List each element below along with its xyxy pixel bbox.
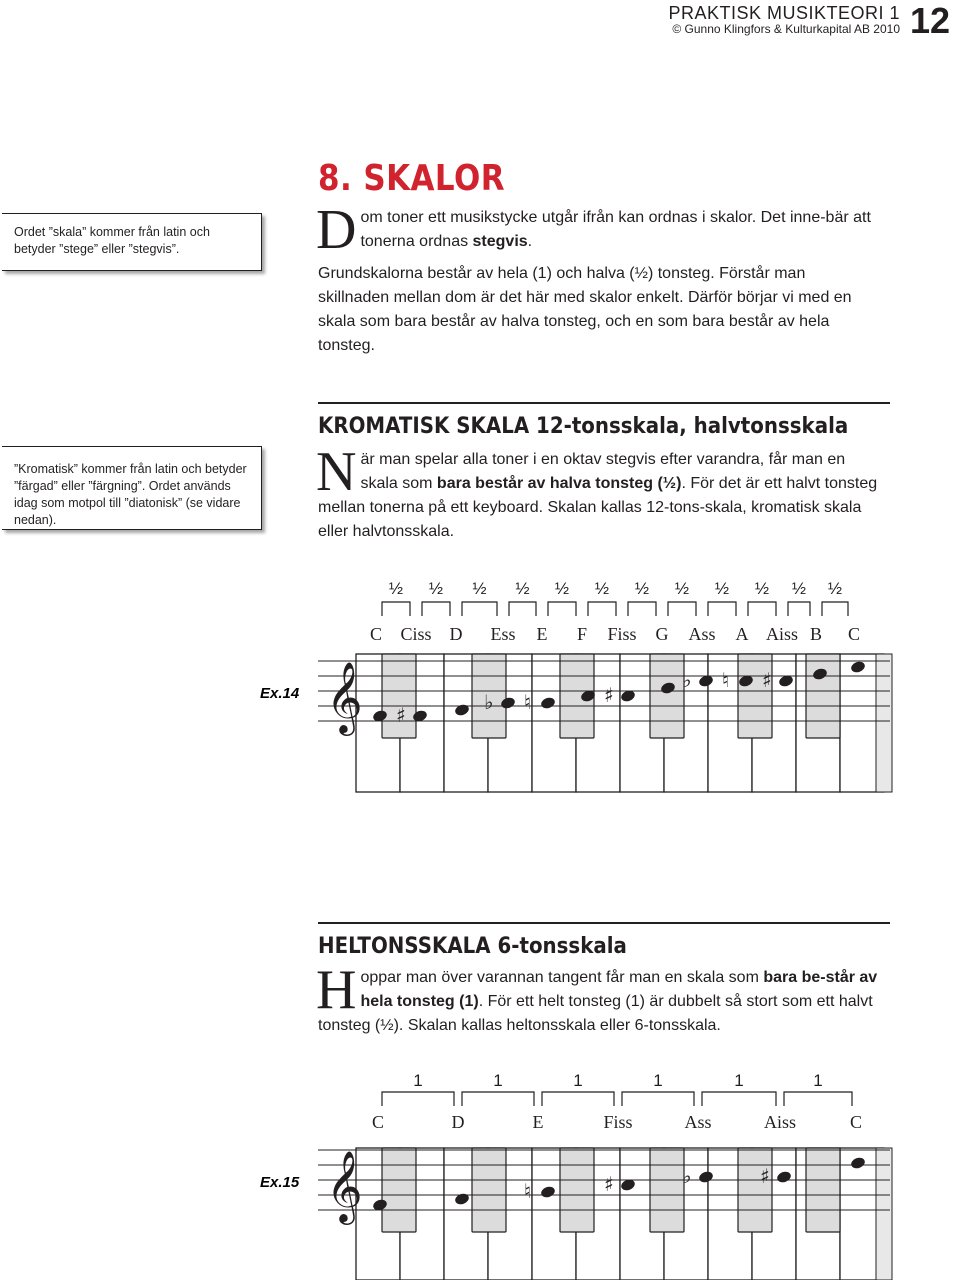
paragraph-text: oppar man över varannan tangent får man en skala som bbox=[360, 969, 764, 986]
accidental-icon: ♯ bbox=[762, 668, 772, 692]
note-name-label: Aiss bbox=[765, 624, 799, 644]
note-name-label: Ass bbox=[688, 624, 716, 644]
black-key bbox=[738, 1148, 772, 1232]
black-key bbox=[806, 654, 840, 738]
heading-text: HELTONSSKALA bbox=[318, 934, 491, 959]
step-bracket bbox=[748, 602, 776, 616]
black-key bbox=[382, 1148, 416, 1232]
step-bracket bbox=[822, 602, 848, 616]
heading-subtitle: 6-tonsskala bbox=[497, 934, 627, 959]
step-bracket bbox=[542, 1092, 614, 1106]
step-bracket bbox=[622, 1092, 694, 1106]
step-label: ½ bbox=[388, 579, 404, 598]
note-name-label: E bbox=[532, 1112, 544, 1132]
paragraph-end: . För det är ett halvt tonsteg mellan tonerna på ett keyboard. Skalan kallas 12-tons-skala, kromatisk skala eller halvtonsskala. bbox=[318, 475, 878, 540]
drop-cap: N bbox=[316, 441, 357, 503]
step-bracket bbox=[382, 602, 410, 616]
heading-subtitle: 12-tonsskala, halvtonsskala bbox=[536, 414, 849, 439]
example-label: Ex.15 bbox=[260, 1174, 300, 1191]
step-brackets bbox=[382, 579, 848, 616]
note-name-label: Ess bbox=[490, 624, 516, 644]
accidental-icon: ♭ bbox=[484, 690, 494, 714]
accidental-icon: ♭ bbox=[682, 1164, 692, 1188]
step-bracket bbox=[788, 602, 810, 616]
step-label: 1 bbox=[734, 1071, 744, 1090]
note-name-label: F bbox=[576, 624, 588, 644]
chromatic-paragraph bbox=[316, 441, 878, 544]
step-label: 1 bbox=[493, 1071, 503, 1090]
sidebar-note-text: ”Kromatisk” kommer från latin och betyder ”färgad” eller ”färgning”. Ordet används idag som motpol till ”diatonisk” (se vidare nedan). bbox=[14, 462, 247, 527]
step-label: ½ bbox=[827, 579, 843, 598]
treble-clef-icon: 𝄞 bbox=[326, 660, 363, 733]
black-key bbox=[650, 1148, 684, 1232]
note-name-label: C bbox=[369, 624, 383, 644]
note-name-label: Ass bbox=[684, 1112, 712, 1132]
sidebar-note-chromatic bbox=[2, 446, 262, 530]
sidebar-note-text: Ordet ”skala” kommer från latin och betyder ”stege” eller ”stegvis”. bbox=[14, 225, 210, 256]
note-name-label: Fiss bbox=[603, 1112, 633, 1132]
keyboard bbox=[356, 1148, 892, 1280]
step-bracket bbox=[708, 602, 736, 616]
step-label: ½ bbox=[674, 579, 690, 598]
black-key bbox=[650, 654, 684, 738]
step-bracket bbox=[784, 1092, 852, 1106]
treble-clef-icon: 𝄞 bbox=[326, 1149, 363, 1222]
note-names bbox=[370, 624, 860, 644]
step-bracket bbox=[588, 602, 616, 616]
intro-end: . bbox=[527, 233, 533, 250]
note-name-label: E bbox=[536, 624, 548, 644]
section-rule bbox=[318, 402, 890, 404]
step-bracket bbox=[548, 602, 576, 616]
accidental-icon: ♮ bbox=[524, 690, 532, 714]
step-label: ½ bbox=[754, 579, 770, 598]
section-rule bbox=[318, 922, 890, 924]
accidental-icon: ♮ bbox=[524, 1179, 532, 1203]
step-label: ½ bbox=[428, 579, 444, 598]
step-bracket bbox=[509, 602, 536, 616]
note-name-label: C bbox=[371, 1112, 385, 1132]
step-bracket bbox=[462, 602, 497, 616]
keyboard-edge bbox=[876, 1148, 892, 1280]
copyright-line: © Gunno Klingfors & Kulturkapital AB 2010 bbox=[672, 22, 900, 36]
step-label: ½ bbox=[554, 579, 570, 598]
whole-tone-scale-figure bbox=[0, 1060, 960, 1280]
note-name-label: D bbox=[449, 624, 463, 644]
note-name-label: Ciss bbox=[400, 624, 432, 644]
chromatic-scale-figure bbox=[0, 560, 960, 810]
sidebar-note-scale bbox=[2, 213, 262, 271]
accidental-icon: ♯ bbox=[760, 1164, 770, 1188]
note-name-label: C bbox=[847, 624, 861, 644]
step-label: ½ bbox=[791, 579, 807, 598]
note-name-label: D bbox=[451, 1112, 465, 1132]
black-key bbox=[738, 654, 772, 738]
black-key bbox=[560, 1148, 594, 1232]
step-label: ½ bbox=[515, 579, 530, 598]
note-name-label: A bbox=[735, 624, 749, 644]
step-label: 1 bbox=[813, 1071, 823, 1090]
accidental-icon: ♭ bbox=[682, 668, 692, 692]
heading-text: KROMATISK SKALA bbox=[318, 414, 530, 439]
drop-cap: H bbox=[316, 959, 357, 1021]
black-key bbox=[472, 1148, 506, 1232]
intro-text: om toner ett musikstycke utgår ifrån kan ordnas i skalor. Det inne-bär att tonerna ordnas bbox=[360, 209, 871, 250]
step-label: ½ bbox=[714, 579, 730, 598]
accidental-icon: ♯ bbox=[604, 1172, 614, 1196]
black-key bbox=[806, 1148, 840, 1232]
note-name-label: B bbox=[809, 624, 823, 644]
accidental-icon: ♮ bbox=[722, 668, 730, 692]
drop-cap: D bbox=[316, 199, 357, 261]
step-bracket bbox=[462, 1092, 534, 1106]
keyboard bbox=[356, 654, 892, 792]
intro-bold: stegvis bbox=[472, 233, 528, 250]
keyboard-edge bbox=[876, 654, 892, 792]
step-bracket bbox=[702, 1092, 776, 1106]
note-name-label: C bbox=[849, 1112, 863, 1132]
step-bracket bbox=[668, 602, 696, 616]
note-name-label: Aiss bbox=[763, 1112, 797, 1132]
step-label: ½ bbox=[594, 579, 610, 598]
paragraph-end: . För ett helt tonsteg (1) är dubbelt så stort som ett halvt tonsteg (½). Skalan kallas heltonsskala eller 6-tonsskala. bbox=[318, 993, 873, 1034]
example-label: Ex.14 bbox=[260, 685, 300, 702]
step-label: 1 bbox=[573, 1071, 583, 1090]
body-paragraph: Grundskalorna består av hela (1) och halva (½) tonsteg. Förstår man skillnaden mellan dom är det här med skalor enkelt. Därför börjar vi med en skala som bara består av halva tonsteg, och en som bara består av hela tonsteg. bbox=[318, 265, 852, 354]
paragraph-text: är man spelar alla toner i en oktav stegvis efter varandra, får man en skala som bbox=[360, 451, 846, 492]
accidental-icon: ♯ bbox=[604, 683, 614, 707]
step-label: 1 bbox=[413, 1071, 423, 1090]
page-number: 12 bbox=[910, 0, 951, 41]
step-bracket bbox=[382, 1092, 454, 1106]
paragraph-bold: bara består av halva tonsteg (½) bbox=[436, 475, 682, 492]
whole-tone-paragraph bbox=[316, 959, 878, 1038]
section-heading-whole-tone bbox=[318, 934, 627, 959]
book-title: PRAKTISK MUSIKTEORI 1 bbox=[668, 3, 900, 23]
note-names bbox=[372, 1112, 862, 1132]
step-bracket bbox=[422, 602, 450, 616]
step-bracket bbox=[628, 602, 656, 616]
accidental-icon: ♯ bbox=[396, 703, 406, 727]
paragraph-bold: bara be-står av hela tonsteg (1) bbox=[360, 969, 878, 1010]
step-label: 1 bbox=[653, 1071, 663, 1090]
note-name-label: Fiss bbox=[607, 624, 637, 644]
intro-paragraph bbox=[316, 199, 878, 261]
note-name-label: G bbox=[655, 624, 669, 644]
chapter-title: 8. SKALOR bbox=[318, 158, 505, 199]
step-label: ½ bbox=[634, 579, 650, 598]
step-label: ½ bbox=[472, 579, 487, 598]
step-brackets bbox=[382, 1071, 852, 1106]
section-heading-chromatic bbox=[318, 414, 848, 439]
